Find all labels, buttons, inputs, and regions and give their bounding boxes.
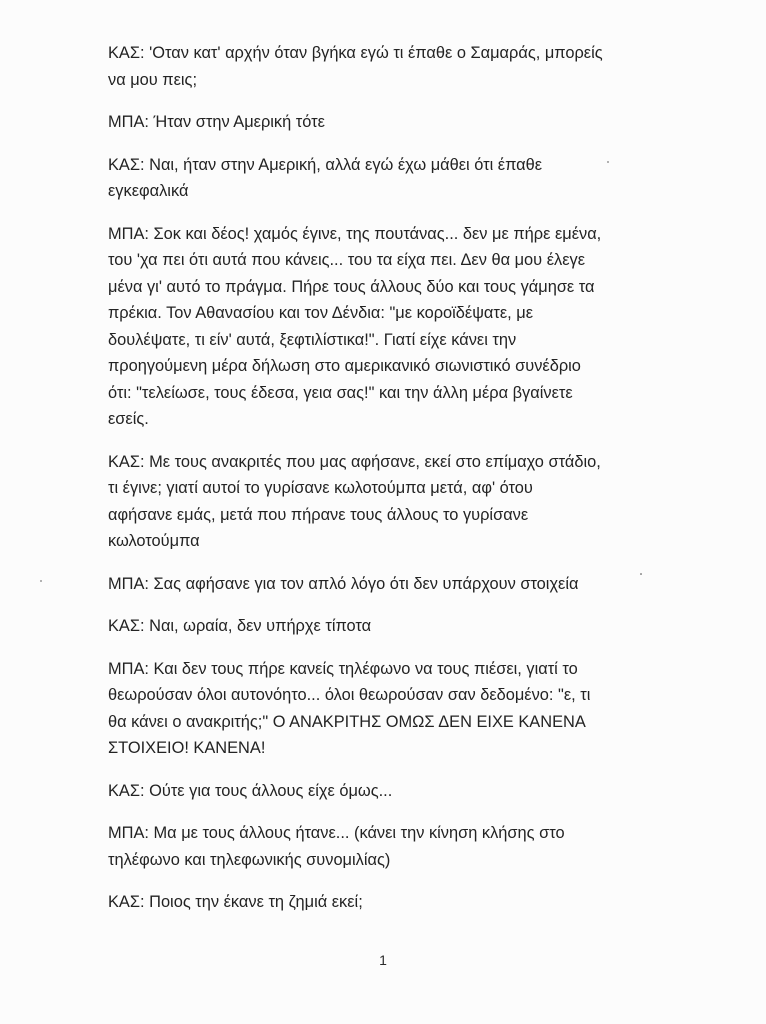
paragraph-line: ΜΠΑ: Σοκ και δέος! χαμός έγινε, της πουτάνας... δεν με πήρε εμένα, — [108, 224, 602, 243]
transcript-paragraph — [108, 778, 668, 805]
paragraph-line: ΚΑΣ: Με τους ανακριτές που μας αφήσανε, εκεί στο επίμαχο στάδιο, — [108, 452, 601, 471]
paragraph-line: ΜΠΑ: Ήταν στην Αμερική τότε — [108, 113, 325, 131]
paragraph-line: του 'χα πει ότι αυτά που κάνεις... του τα είχα πει. Δεν θα μου έλεγε — [108, 251, 585, 269]
transcript-paragraph — [108, 820, 668, 873]
paragraph-line: δουλέψατε, τι είν' αυτά, ξεφτιλίστικα!". Γιατί είχε κάνει την — [108, 330, 517, 349]
paragraph-line: ΜΠΑ: Σας αφήσανε για τον απλό λόγο ότι δεν υπάρχουν στοιχεία — [108, 574, 579, 593]
paragraph-line: ΜΠΑ: Μα με τους άλλους ήτανε... (κάνει την κίνηση κλήσης στο — [108, 824, 565, 842]
transcript-paragraph — [108, 221, 668, 433]
paragraph-line: τηλέφωνο και τηλεφωνικής συνομιλίας) — [108, 850, 391, 869]
paragraph-line: ΚΑΣ: Ούτε για τους άλλους είχε όμως... — [108, 781, 393, 800]
paragraph-line: πρέκια. Τον Αθανασίου και τον Δένδια: "με κοροϊδέψατε, με — [108, 304, 534, 322]
transcript-body — [108, 40, 668, 932]
paragraph-line: εγκεφαλικά — [108, 182, 189, 200]
paragraph-line: να μου πεις; — [108, 70, 198, 89]
transcript-paragraph — [108, 571, 668, 598]
paragraph-line: ΚΑΣ: 'Οταν κατ' αρχήν όταν βγήκα εγώ τι έπαθε ο Σαμαράς, μπορείς — [108, 44, 603, 62]
scan-speck — [607, 161, 609, 163]
scan-speck — [40, 580, 42, 582]
scan-speck — [640, 573, 642, 575]
paragraph-line: ΣΤΟΙΧΕΙΟ! ΚΑΝΕΝΑ! — [108, 739, 266, 757]
paragraph-line: μένα γι' αυτό το πράγμα. Πήρε τους άλλους δύο και τους γάμησε τα — [108, 277, 595, 296]
paragraph-line: ΜΠΑ: Και δεν τους πήρε κανείς τηλέφωνο να τους πιέσει, γιατί το — [108, 659, 578, 678]
transcript-paragraph — [108, 889, 668, 916]
paragraph-line: ότι: "τελείωσε, τους έδεσα, γεια σας!" και την άλλη μέρα βγαίνετε — [108, 383, 573, 402]
paragraph-line: κωλοτούμπα — [108, 532, 200, 550]
transcript-paragraph — [108, 613, 668, 640]
transcript-paragraph — [108, 656, 668, 762]
transcript-paragraph — [108, 40, 668, 93]
paragraph-line: ΚΑΣ: Ναι, ωραία, δεν υπήρχε τίποτα — [108, 617, 372, 635]
paragraph-line: θα κάνει ο ανακριτής;" Ο ΑΝΑΚΡΙΤΗΣ ΟΜΩΣ ΔΕΝ ΕΙΧΕ ΚΑΝΕΝΑ — [108, 712, 586, 731]
transcript-paragraph — [108, 109, 668, 136]
paragraph-line: τι έγινε; γιατί αυτοί το γυρίσανε κωλοτούμπα μετά, αφ' ότου — [108, 479, 533, 497]
page-number: 1 — [379, 952, 387, 968]
transcript-paragraph — [108, 449, 668, 555]
paragraph-line: ΚΑΣ: Ποιος την έκανε τη ζημιά εκεί; — [108, 893, 363, 911]
transcript-paragraph — [108, 152, 668, 205]
paragraph-line: αφήσανε εμάς, μετά που πήρανε τους άλλους το γυρίσανε — [108, 505, 529, 524]
paragraph-line: εσείς. — [108, 410, 149, 428]
paragraph-line: θεωρούσαν όλοι αυτονόητο... όλοι θεωρούσαν σαν δεδομένο: "ε, τι — [108, 686, 591, 704]
paragraph-line: προηγούμενη μέρα δήλωση στο αμερικανικό σιωνιστικό συνέδριο — [108, 357, 581, 375]
paragraph-line: ΚΑΣ: Ναι, ήταν στην Αμερική, αλλά εγώ έχω μάθει ότι έπαθε — [108, 155, 543, 174]
